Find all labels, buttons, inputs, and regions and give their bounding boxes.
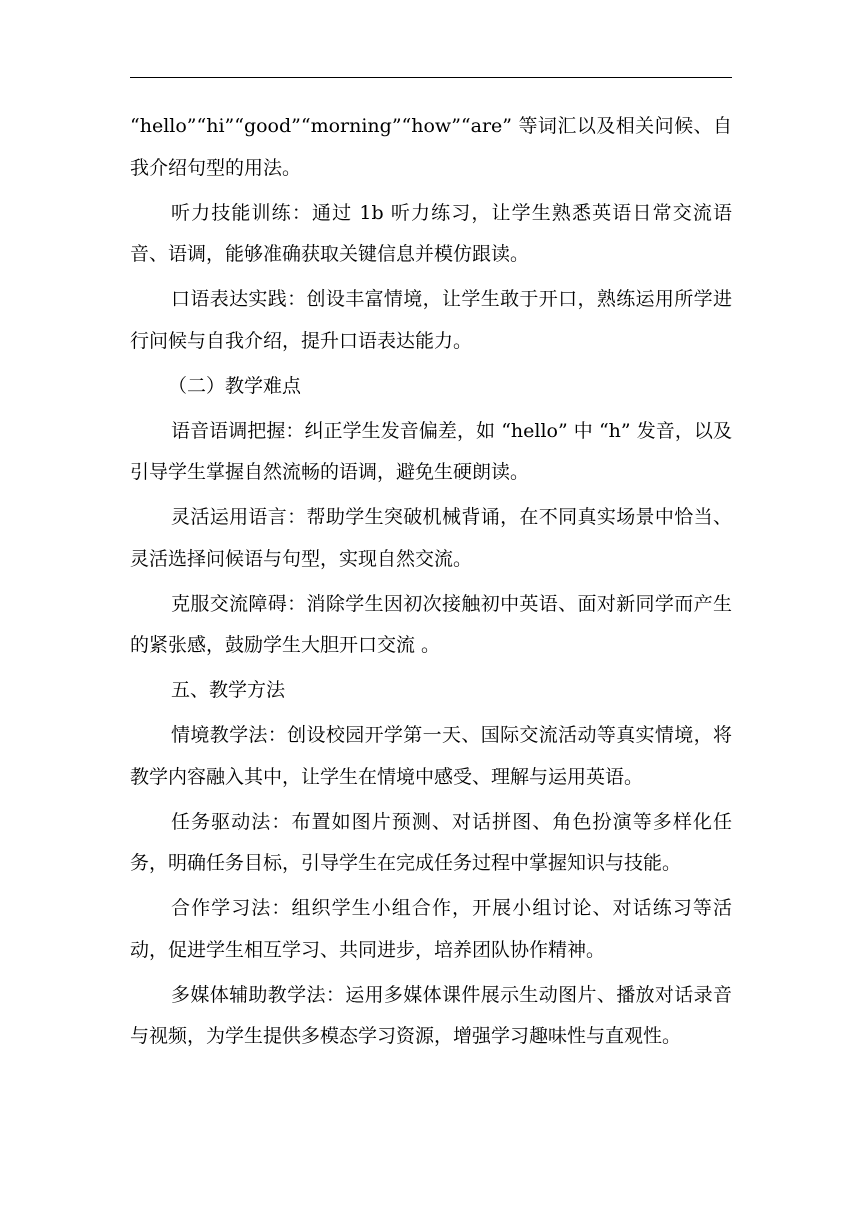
paragraph-task-driven: 任务驱动法：布置如图片预测、对话拼图、角色扮演等多样化任务，明确任务目标，引导学生在完成任务过程中掌握知识与技能。 bbox=[130, 810, 732, 874]
paragraph-pronunciation: 语音语调把握：纠正学生发音偏差，如 “hello” 中 “h” 发音，以及引导学生掌握自然流畅的语调，避免生硬朗读。 bbox=[130, 419, 732, 483]
paragraph-listening-skills: 听力技能训练：通过 1b 听力练习，让学生熟悉英语日常交流语音、语调，能够准确获取关键信息并模仿跟读。 bbox=[130, 201, 732, 265]
paragraph-vocabulary-continuation: “hello”“hi”“good”“morning”“how”“are” 等词汇以及相关问候、自我介绍句型的用法。 bbox=[130, 115, 732, 179]
header-rule bbox=[130, 77, 732, 78]
section-heading-teaching-methods: 五、教学方法 bbox=[171, 679, 286, 701]
paragraph-cooperative-learning: 合作学习法：组织学生小组合作，开展小组讨论、对话练习等活动，促进学生相互学习、共同进步，培养团队协作精神。 bbox=[130, 897, 732, 961]
paragraph-flexible-usage: 灵活运用语言：帮助学生突破机械背诵，在不同真实场景中恰当、灵活选择问候语与句型，实现自然交流。 bbox=[130, 506, 732, 570]
section-heading-difficulties: （二）教学难点 bbox=[168, 374, 302, 397]
paragraph-multimedia-teaching: 多媒体辅助教学法：运用多媒体课件展示生动图片、播放对话录音与视频，为学生提供多模态学习资源，增强学习趣味性与直观性。 bbox=[130, 983, 732, 1047]
paragraph-communication-barriers: 克服交流障碍：消除学生因初次接触初中英语、面对新同学而产生的紧张感，鼓励学生大胆开口交流 。 bbox=[130, 592, 732, 656]
paragraph-situational-teaching: 情境教学法：创设校园开学第一天、国际交流活动等真实情境，将教学内容融入其中，让学生在情境中感受、理解与运用英语。 bbox=[130, 724, 732, 788]
paragraph-oral-practice: 口语表达实践：创设丰富情境，让学生敢于开口，熟练运用所学进行问候与自我介绍，提升口语表达能力。 bbox=[130, 288, 732, 352]
document-body bbox=[130, 106, 732, 1061]
